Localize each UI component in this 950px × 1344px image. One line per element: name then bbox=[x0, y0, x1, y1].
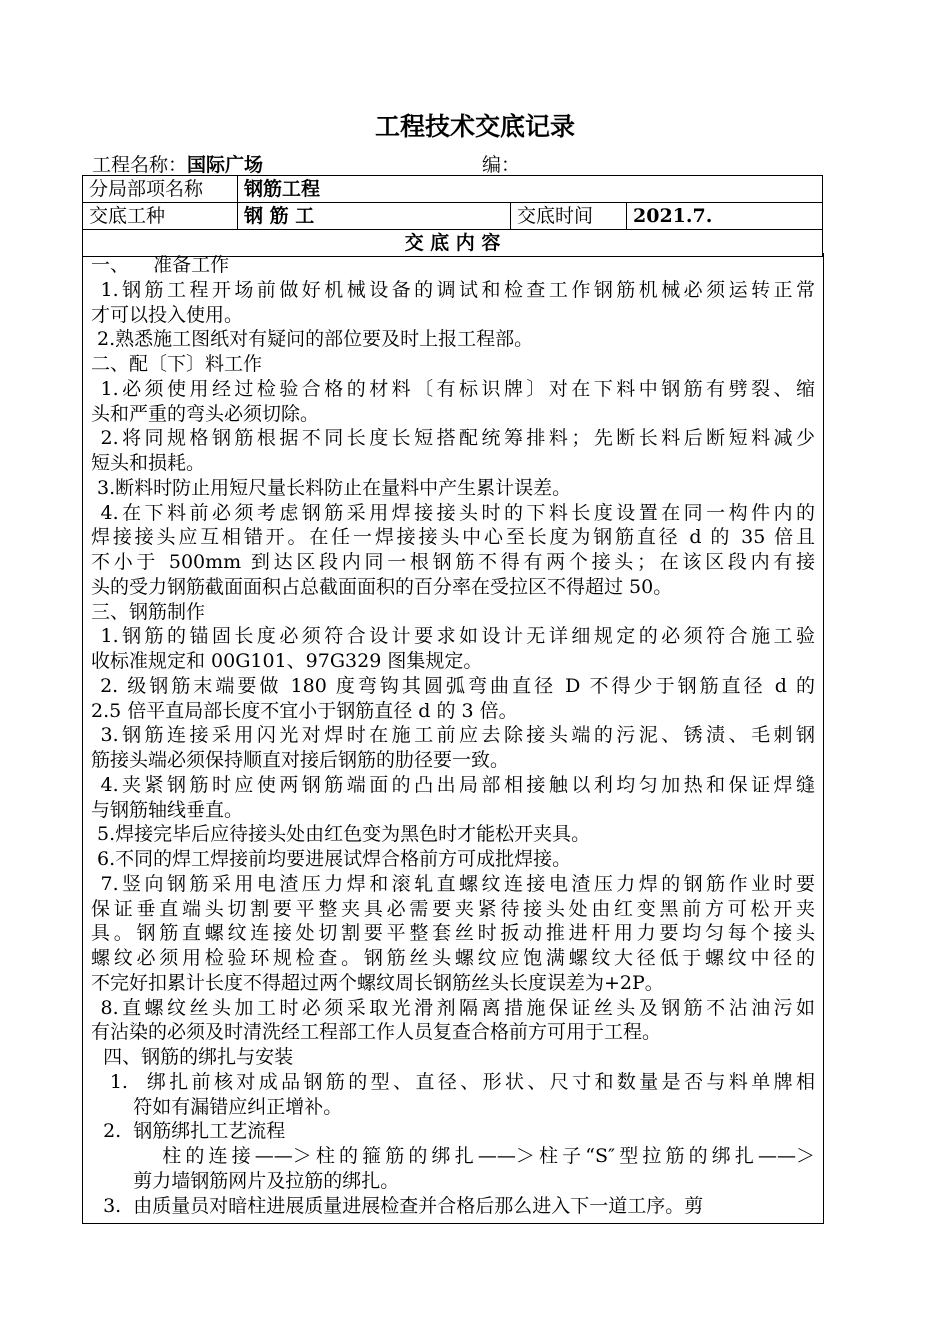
content-line: 二、配〔下〕料工作 bbox=[91, 353, 263, 375]
number-label: 编： bbox=[482, 154, 521, 176]
content-line: 不小于 500mm 到达区段内同一根钢筋不得有两个接头；在该区段内有接 bbox=[91, 551, 815, 573]
work-type-label: 交底工种 bbox=[83, 203, 238, 230]
project-name-label: 工程名称： bbox=[92, 154, 188, 176]
content-line: 6.不同的焊工焊接前均要进展试焊合格前方可成批焊接。 bbox=[91, 848, 572, 870]
content-line: 4.夹紧钢筋时应使两钢筋端面的凸出局部相接触以利均匀加热和保证焊缝 bbox=[91, 773, 815, 796]
section-header: 交 底 内 容 bbox=[83, 230, 823, 257]
content-line: 焊接接头应互相错开。在任一焊接接头中心至长度为钢筋直径 d 的 35 倍且 bbox=[91, 526, 815, 549]
table-row bbox=[83, 176, 823, 203]
content-line: 3.钢筋连接采用闪光对焊时在施工前应去除接头端的污泥、锈渍、毛刺钢 bbox=[91, 724, 815, 747]
section-name-label: 分局部项名称 bbox=[83, 176, 238, 203]
project-header bbox=[92, 150, 822, 174]
project-name-value: 国际广场 bbox=[187, 154, 264, 176]
content-line: 2.将同规格钢筋根据不同长度长短搭配统筹排料；先断长料后断短料减少 bbox=[91, 427, 815, 450]
content-line: 有沾染的必须及时清洗经工程部工作人员复查合格前方可用于工程。 bbox=[91, 1021, 662, 1044]
content-line: 柱的连接——＞柱的箍筋的绑扎——＞柱子“S″型拉筋的绑扎——＞ bbox=[91, 1145, 815, 1167]
content-line: 四、钢筋的绑扎与安装 bbox=[91, 1046, 294, 1068]
content-line: 1.必须使用经过检验合格的材料〔有标识牌〕对在下料中钢筋有劈裂、缩 bbox=[91, 377, 815, 400]
table-row bbox=[83, 203, 823, 230]
time-value: 2021.7. bbox=[627, 203, 823, 230]
content-line: 与钢筋轴线垂直。 bbox=[91, 798, 244, 821]
content-line: 符如有漏错应纠正增补。 bbox=[91, 1095, 343, 1118]
content-line: 8.直螺纹丝头加工时必须采取光滑剂隔离措施保证丝头及钢筋不沾油污如 bbox=[91, 996, 815, 1019]
content-line: 筋接头端必须保持顺直对接后钢筋的肋径要一致。 bbox=[91, 749, 510, 771]
content-line: 2. 钢筋绑扎工艺流程 bbox=[91, 1120, 286, 1143]
work-type-value: 钢 筋 工 bbox=[238, 203, 511, 230]
content-line: 头和严重的弯头必须切除。 bbox=[91, 402, 320, 425]
content-line: 短头和损耗。 bbox=[91, 452, 206, 474]
content-line: 三、钢筋制作 bbox=[91, 600, 206, 623]
content-line: 2. 级钢筋末端要做 180 度弯钩其圆弧弯曲直径 D 不得少于钢筋直径 d 的 bbox=[91, 674, 815, 697]
content-line: 5.焊接完毕后应待接头处由红色变为黑色时才能松开夹具。 bbox=[91, 823, 591, 846]
content-line: 1.钢筋工程开场前做好机械设备的调试和检查工作钢筋机械必须运转正常 bbox=[91, 278, 815, 301]
project-name-group bbox=[92, 150, 263, 177]
content-line: 一、 准备工作 bbox=[91, 254, 230, 276]
content-line: 收标准规定和 00G101、97G329 图集规定。 bbox=[91, 650, 483, 672]
time-label: 交底时间 bbox=[511, 203, 627, 230]
content-line: 3.断料时防止用短尺量长料防止在量料中产生累计误差。 bbox=[91, 476, 572, 499]
content-line: 1. 绑扎前核对成品钢筋的型、直径、形状、尺寸和数量是否与料单牌相 bbox=[91, 1070, 815, 1093]
content-line: 保证垂直端头切割要平整夹具必需要夹紧待接头处由红变黑前方可松开夹 bbox=[91, 897, 815, 920]
content-line: 头的受力钢筋截面面积占总截面面积的百分率在受拉区不得超过 50。 bbox=[91, 575, 673, 598]
content-line: 螺纹必须用检验环规检查。钢筋丝头螺纹应饱满螺纹大径低于螺纹中径的 bbox=[91, 947, 815, 969]
content-body bbox=[82, 253, 824, 1224]
content-line: 1.钢筋的锚固长度必须符合设计要求如设计无详细规定的必须符合施工验 bbox=[91, 625, 815, 648]
content-line: 2.熟悉施工图纸对有疑问的部位要及时上报工程部。 bbox=[91, 328, 534, 351]
content-line: 3. 由质量员对暗柱进展质量进展检查并合格后那么进入下一道工序。剪 bbox=[91, 1194, 704, 1217]
content-line: 4.在下料前必须考虑钢筋采用焊接接头时的下料长度设置在同一构件内的 bbox=[91, 501, 815, 524]
content-line: 2.5 倍平直局部长度不宜小于钢筋直径 d 的 3 倍。 bbox=[91, 699, 518, 722]
content-line: 剪力墙钢筋网片及拉筋的绑扎。 bbox=[91, 1169, 400, 1192]
content-line: 7.竖向钢筋采用电渣压力焊和滚轧直螺纹连接电渣压力焊的钢筋作业时要 bbox=[91, 872, 815, 895]
content-line: 具。钢筋直螺纹连接处切割要平整套丝时扳动推进杆用力要均匀每个接头 bbox=[91, 922, 815, 945]
content-line: 不完好扣累计长度不得超过两个螺纹周长钢筋丝头长度误差为+2P。 bbox=[91, 971, 664, 994]
content-line: 才可以投入使用。 bbox=[91, 303, 244, 326]
document-title: 工程技术交底记录 bbox=[374, 112, 575, 141]
section-name-value: 钢筋工程 bbox=[238, 176, 823, 203]
info-table bbox=[82, 175, 823, 257]
